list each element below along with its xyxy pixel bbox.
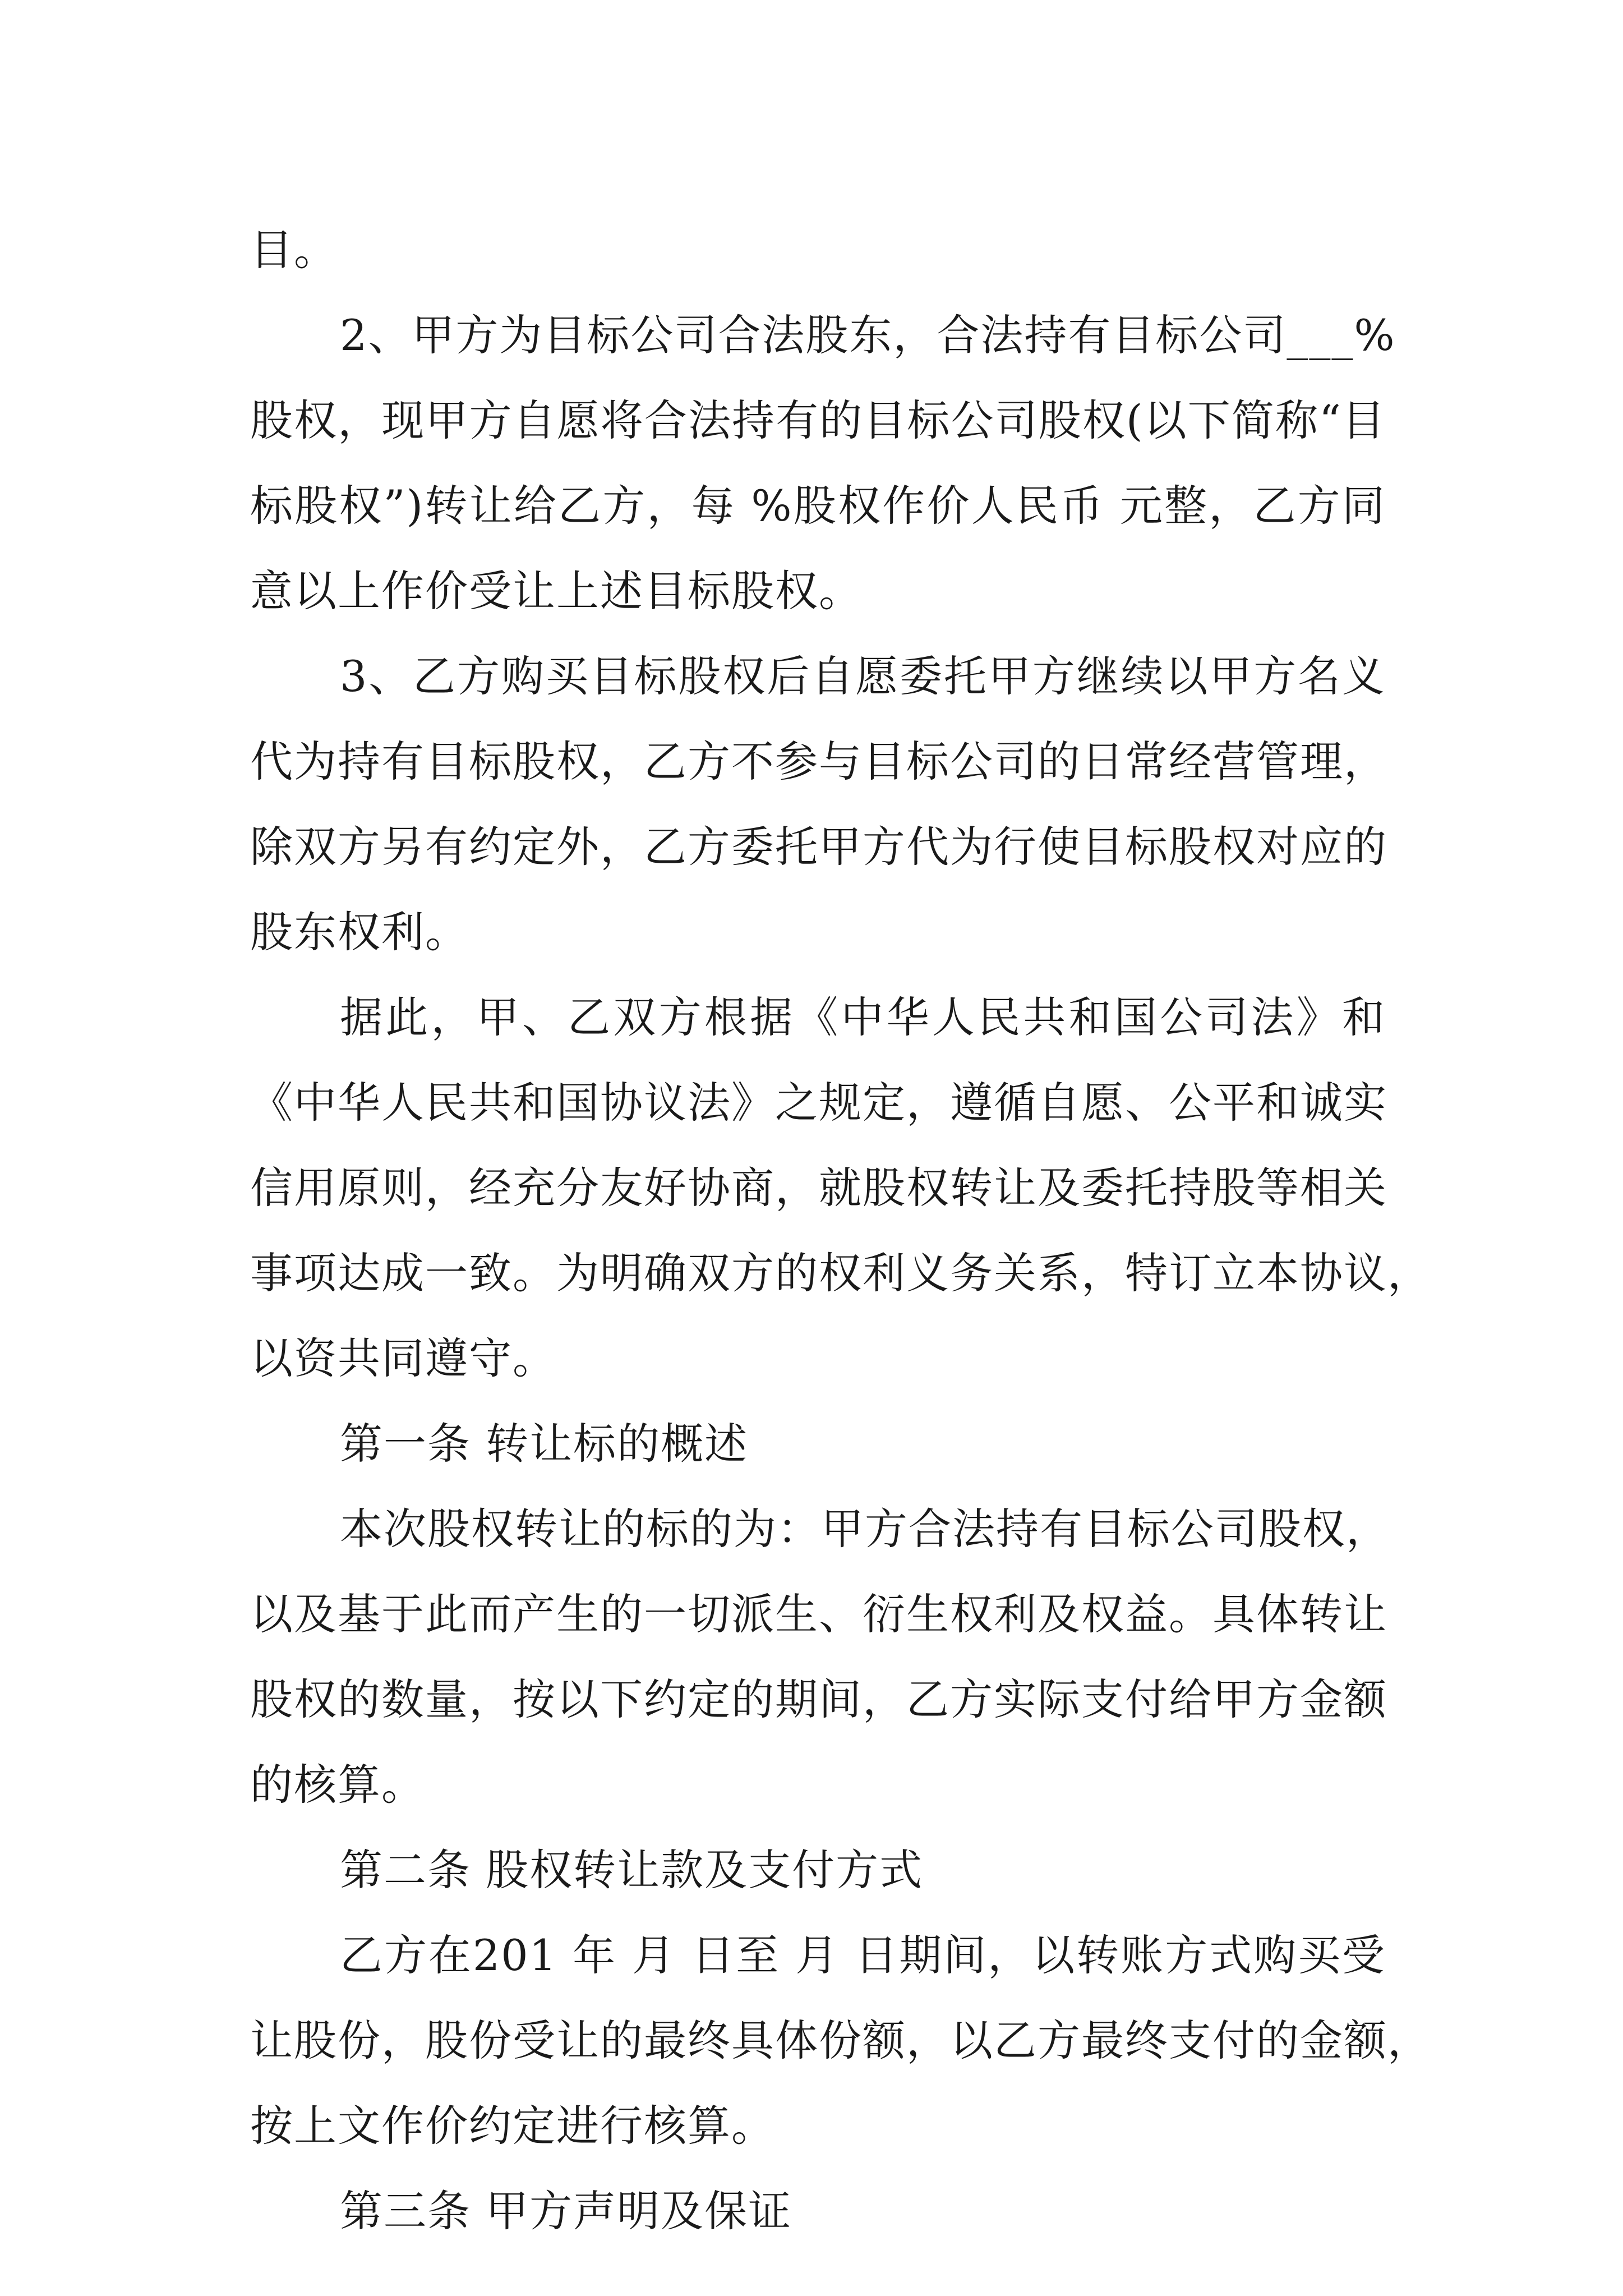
document-body bbox=[250, 208, 1431, 2254]
paragraph-line: 股权，现甲方自愿将合法持有的目标公司股权(以下简称“目 bbox=[250, 395, 1386, 445]
paragraph-line: 本次股权转让的标的为：甲方合法持有目标公司股权， bbox=[340, 1504, 1390, 1554]
paragraph-line: 股东权利。 bbox=[250, 907, 469, 957]
section-heading: 第三条 甲方声明及保证 bbox=[340, 2186, 792, 2236]
paragraph-line: 股权的数量，按以下约定的期间，乙方实际支付给甲方金额 bbox=[250, 1674, 1387, 1724]
paragraph-line: 2、甲方为目标公司合法股东，合法持有目标公司___% bbox=[340, 310, 1396, 360]
paragraph-line: 按上文作价约定进行核算。 bbox=[250, 2101, 775, 2151]
paragraph-line: 以及基于此而产生的一切派生、衍生权利及权益。具体转让 bbox=[250, 1589, 1387, 1639]
paragraph-line: 除双方另有约定外，乙方委托甲方代为行使目标股权对应的 bbox=[250, 822, 1387, 872]
paragraph-line: 目。 bbox=[250, 225, 338, 275]
paragraph-line: 的核算。 bbox=[250, 1760, 425, 1810]
paragraph-line: 事项达成一致。为明确双方的权利义务关系，特订立本协议， bbox=[250, 1248, 1431, 1298]
paragraph-line: 据此，甲、乙双方根据《中华人民共和国公司法》和 bbox=[340, 992, 1386, 1042]
paragraph-line: 3、乙方购买目标股权后自愿委托甲方继续以甲方名义 bbox=[340, 651, 1386, 701]
section-heading: 第二条 股权转让款及支付方式 bbox=[340, 1845, 924, 1895]
paragraph-line: 信用原则，经充分友好协商，就股权转让及委托持股等相关 bbox=[250, 1163, 1387, 1213]
paragraph-line: 《中华人民共和国协议法》之规定，遵循自愿、公平和诚实 bbox=[250, 1078, 1387, 1128]
paragraph-line: 让股份，股份受让的最终具体份额，以乙方最终支付的金额， bbox=[250, 2016, 1431, 2065]
paragraph-line: 以资共同遵守。 bbox=[250, 1333, 556, 1383]
paragraph-line: 代为持有目标股权，乙方不参与目标公司的日常经营管理， bbox=[250, 737, 1387, 786]
section-heading: 第一条 转让标的概述 bbox=[340, 1419, 749, 1469]
paragraph-line: 意以上作价受让上述目标股权。 bbox=[250, 566, 863, 616]
paragraph-line: 标股权”)转让给乙方，每 %股权作价人民币 元整，乙方同 bbox=[250, 481, 1386, 531]
paragraph-line: 乙方在201 年 月 日至 月 日期间，以转账方式购买受 bbox=[340, 1930, 1386, 1980]
